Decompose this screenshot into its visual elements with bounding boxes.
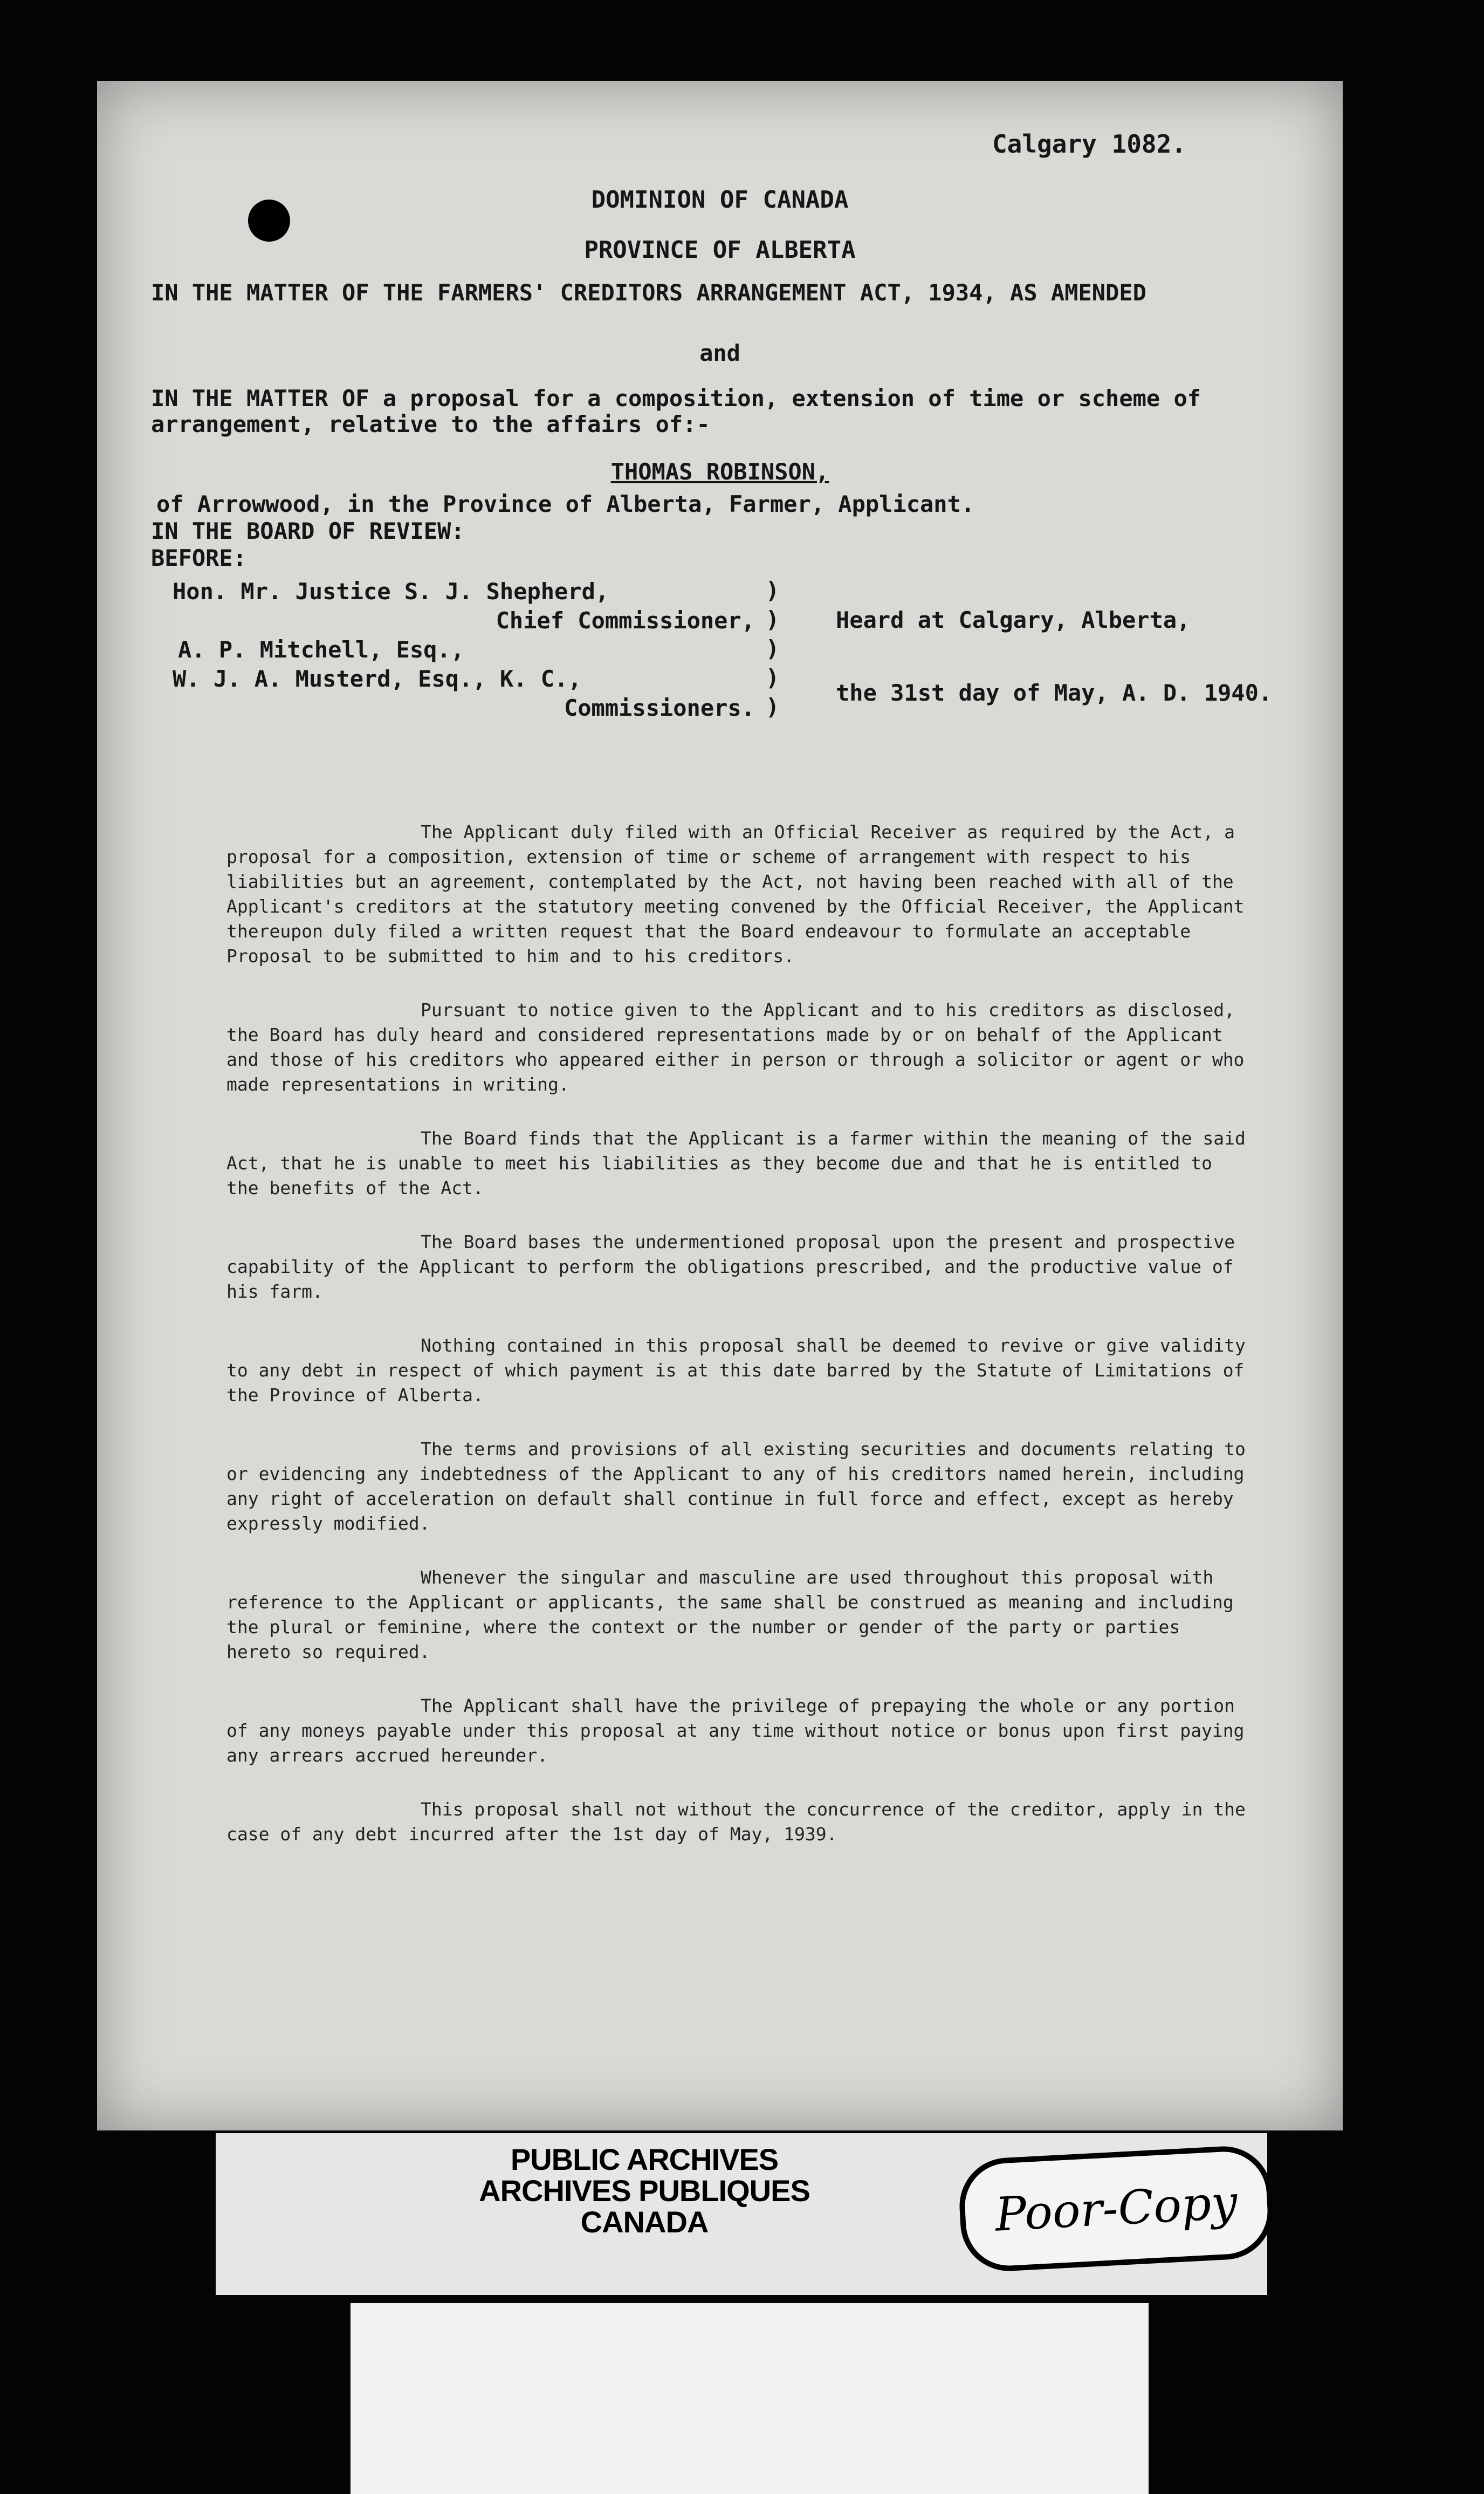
panel-line: W. J. A. Musterd, Esq., K. C., — [173, 666, 582, 692]
paragraph: The terms and provisions of all existing securities and documents relating to or evidencing any indebtedness of the Applicant to any of his creditors named herein, including any right of acceleration on default shall continue in full force and effect, except as hereby expressly modified. — [226, 1438, 1246, 1534]
paragraph: This proposal shall not without the concurrence of the creditor, apply in the case of any debt incurred after the 1st day of May, 1939. — [226, 1799, 1246, 1845]
stamp-line: PUBLIC ARCHIVES — [510, 2142, 779, 2176]
applicant-name: THOMAS ROBINSON, — [610, 458, 829, 485]
paragraph: Pursuant to notice given to the Applicant and to his creditors as disclosed, the Board has duly heard and considered representations made by or on behalf of the Applicant and those of his creditors who appeared either in person or through a solicitor or agent or who made representations in writing. — [226, 999, 1245, 1095]
board-of-review-line: IN THE BOARD OF REVIEW: — [151, 518, 465, 544]
blank-card — [351, 2303, 1149, 2494]
paragraph: The Board finds that the Applicant is a farmer within the meaning of the said Act, that he is unable to meet his liabilities as they become due and that he is entitled to the benefits of the Act. — [226, 1128, 1246, 1198]
proposal-body — [226, 820, 1251, 1876]
panel-line: A. P. Mitchell, Esq., — [178, 636, 465, 663]
archives-stamp — [334, 2144, 954, 2238]
before-label: BEFORE: — [151, 545, 247, 571]
and-line: and — [699, 340, 740, 366]
bracket-divider: ) ) ) ) ) — [766, 577, 780, 720]
stamp-line: ARCHIVES PUBLIQUES — [479, 2174, 810, 2208]
matter-proposal-line: IN THE MATTER OF a proposal for a composition, extension of time or scheme of arrangement, relative to the affairs of:- — [151, 385, 1201, 437]
paragraph: The Board bases the undermentioned proposal upon the present and prospective capability of the Applicant to perform the obligations prescribed, and the productive value of his farm. — [226, 1231, 1235, 1302]
poor-copy-label: Poor-Copy — [957, 2144, 1275, 2273]
panel-line: Hon. Mr. Justice S. J. Shepherd, — [173, 578, 609, 605]
applicant-address: of Arrowwood, in the Province of Alberta, Farmer, Applicant. — [156, 491, 975, 517]
hearing-date: the 31st day of May, A. D. 1940. — [836, 680, 1273, 706]
panel-line: Commissioners. — [564, 695, 755, 721]
panel-line: Chief Commissioner, — [496, 607, 755, 634]
paragraph: The Applicant duly filed with an Official Receiver as required by the Act, a proposal for a composition, extension of time or scheme of arrangement with respect to his liabilities but an agreement, contemplated by the Act, not having been reached with all of the Applicant's creditors at the statutory meeting convened by the Official Receiver, the Applicant thereupon duly filed a written request that the Board endeavour to formulate an acceptable Proposal to be submitted to him and to his creditors. — [226, 821, 1245, 967]
paragraph: Whenever the singular and masculine are used throughout this proposal with reference to the Applicant or applicants, the same shall be construed as meaning and including the plural or feminine, where the context or the number or gender of the party or parties hereto so required. — [226, 1567, 1234, 1662]
matter-act-line: IN THE MATTER OF THE FARMERS' CREDITORS ARRANGEMENT ACT, 1934, AS AMENDED — [151, 279, 1146, 306]
stamp-line: CANADA — [580, 2205, 709, 2239]
hearing-location: Heard at Calgary, Alberta, — [836, 607, 1191, 633]
heading-dominion: DOMINION OF CANADA — [591, 186, 849, 214]
paragraph: Nothing contained in this proposal shall be deemed to revive or give validity to any debt in respect of which payment is at this date barred by the Statute of Limitations of the Province of Alberta. — [226, 1335, 1246, 1406]
document-page — [97, 81, 1343, 2130]
file-reference: Calgary 1082. — [992, 129, 1186, 159]
heading-province: PROVINCE OF ALBERTA — [584, 236, 856, 264]
paragraph: The Applicant shall have the privilege of prepaying the whole or any portion of any moneys payable under this proposal at any time without notice or bonus upon first paying any arrears accrued hereunder. — [226, 1695, 1245, 1766]
commissioners-panel — [173, 577, 755, 723]
